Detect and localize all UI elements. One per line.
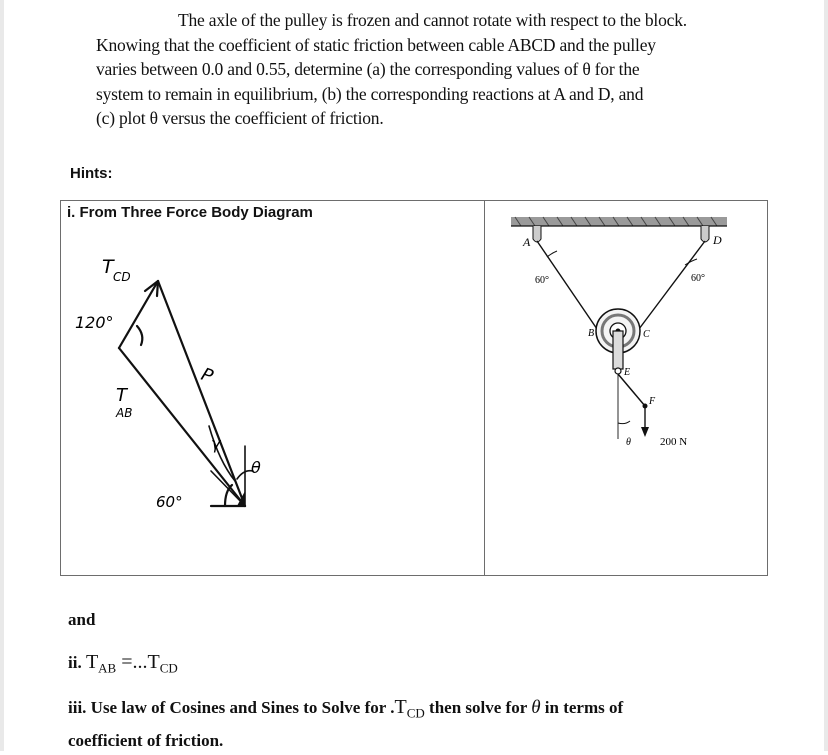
hint-ii-t2: T xyxy=(147,651,160,673)
tcd-t-label: T xyxy=(102,256,114,278)
problem-statement xyxy=(96,8,756,131)
angle-right-label: 60° xyxy=(691,273,705,284)
hints-heading: Hints: xyxy=(70,165,113,182)
tcd-side xyxy=(119,281,158,348)
angle-left-label: 60° xyxy=(535,275,549,286)
hint-ii-mid: =... xyxy=(116,651,148,673)
left-frame-edge xyxy=(0,0,4,751)
right-frame-edge xyxy=(824,0,828,751)
theta-label: θ xyxy=(251,458,261,477)
angle-60-label: 60° xyxy=(156,493,183,511)
gamma-label: γ xyxy=(211,434,221,453)
angle-120-label: 120° xyxy=(75,313,114,332)
pulley-system-figure xyxy=(485,201,768,577)
angle-120-arc xyxy=(137,326,142,345)
label-d: D xyxy=(713,233,722,247)
hint-ii-t-sub: AB xyxy=(98,660,117,676)
hint-ii xyxy=(68,651,178,676)
hint-iii-theta: θ xyxy=(531,697,541,718)
label-f: F xyxy=(649,396,656,407)
hint-iii xyxy=(68,693,768,755)
theta-arc-fig xyxy=(618,421,630,424)
hint-iii-line-2: coefficient of friction. xyxy=(68,731,224,751)
tcd-sub-label: CD xyxy=(113,270,131,284)
pin-e xyxy=(615,368,621,374)
problem-line-1: The axle of the pulley is frozen and cannot rotate with respect to the block. xyxy=(178,10,687,30)
label-c: C xyxy=(643,329,650,340)
theta-fig-label: θ xyxy=(626,437,631,448)
hint-iii-part2: then solve for xyxy=(424,698,532,717)
hint-ii-t2-sub: CD xyxy=(159,660,178,676)
label-a: A xyxy=(523,235,531,249)
cable-cd xyxy=(639,241,705,329)
problem-line-3: varies between 0.0 and 0.55, determine (a) the corresponding values of θ for the xyxy=(96,59,640,79)
problem-line-5: (c) plot θ versus the coefficient of friction. xyxy=(96,108,384,128)
hint-ii-prefix: ii. xyxy=(68,653,86,672)
load-label: 200 N xyxy=(660,436,688,448)
hint-iii-t-sub: CD xyxy=(406,705,425,721)
pulley-block xyxy=(613,331,623,369)
support-d xyxy=(701,226,709,242)
hint-iii-part1: iii. Use law of Cosines and Sines to Solve for . xyxy=(68,698,395,717)
tab-sub-label: AB xyxy=(116,406,133,420)
problem-line-2: Knowing that the coefficient of static friction between cable ABCD and the pulley xyxy=(96,34,656,55)
hint-iii-t: T xyxy=(394,696,407,718)
label-b: B xyxy=(588,328,595,339)
problem-line-4: system to remain in equilibrium, (b) the corresponding reactions at A and D, and xyxy=(96,83,644,104)
p-label: P xyxy=(198,363,216,388)
force-triangle-sketch xyxy=(61,231,484,576)
angle-arc-left xyxy=(547,251,557,257)
tab-side xyxy=(119,348,245,506)
tab-t-label: T xyxy=(116,385,127,406)
hint-iii-line-1 xyxy=(68,693,768,727)
hint-iii-part3: in terms of xyxy=(540,698,624,717)
three-force-title: i. From Three Force Body Diagram xyxy=(67,204,313,221)
label-e: E xyxy=(624,367,631,378)
rod-ef xyxy=(618,374,645,406)
load-arrow xyxy=(641,427,649,437)
hint-table xyxy=(60,200,768,576)
support-a xyxy=(533,226,541,242)
p-side xyxy=(158,281,245,506)
and-text: and xyxy=(68,610,96,629)
hint-ii-t: T xyxy=(85,651,99,673)
